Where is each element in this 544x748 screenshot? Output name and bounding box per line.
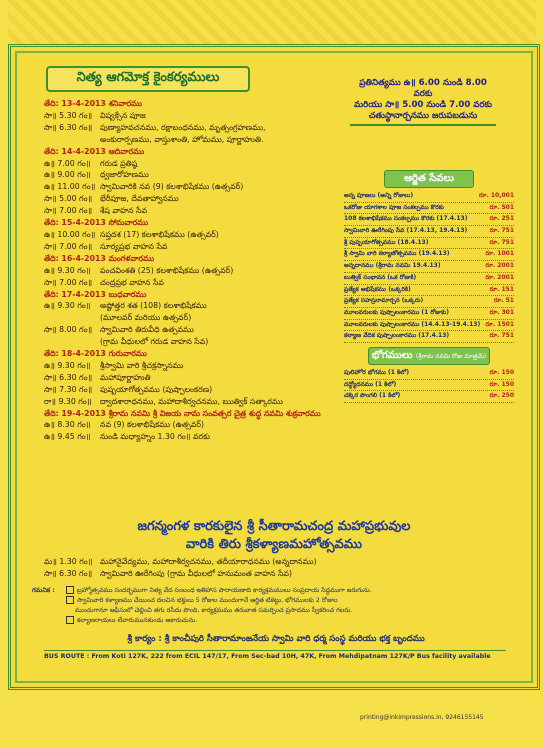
notice-line-3: చతుస్థానార్చనము జరుపబడును	[368, 111, 478, 121]
price-row	[344, 226, 514, 238]
bhogam-header	[368, 347, 490, 365]
price-value: రూ. 1501	[485, 320, 514, 328]
checkbox-icon	[66, 596, 74, 604]
schedule-text-cont: (మూలవర్ మరియు ఉత్సవర్)	[100, 313, 192, 323]
schedule-day: తేది: 16-4-2013 మంగళవారము	[44, 253, 155, 263]
checkbox-icon	[66, 616, 74, 624]
schedule-day: తేది: 14-4-2013 ఆదివారము	[44, 146, 145, 156]
print-credit: printing@inkimpressions.in, 9246155145	[360, 714, 484, 721]
schedule-text: స్వామివారి తిరువీధి ఉత్సవము	[100, 325, 194, 335]
bhogam-list	[344, 368, 514, 403]
price-value: రూ. 51	[493, 297, 514, 305]
price-row	[344, 296, 514, 308]
schedule-text: అష్టోత్తర శత (108) కలశాభిషేకము	[100, 301, 207, 311]
notice-line-2: మరియు సా॥ 5.00 నుండి 7.00 వరకు	[354, 100, 492, 110]
organizer	[86, 634, 466, 646]
schedule-text: స్వామివారి ఊరేగింపు (గ్రామ వీధులలో హనుమంత వాహన సేవ)	[100, 569, 293, 578]
schedule-text: నుండి మధ్యాహ్నం 1.30 గం॥ వరకు	[100, 432, 210, 442]
price-row	[344, 249, 514, 261]
schedule-day: తేది: 15-4-2013 సోమవారము	[44, 218, 149, 228]
schedule-time: ఉ॥ 9.30 గం॥	[44, 360, 91, 370]
price-row	[344, 308, 514, 320]
price-value: రూ. 1001	[485, 250, 514, 258]
kalyanam-title	[44, 518, 504, 554]
price-row	[344, 285, 514, 297]
notice-divider	[350, 124, 496, 126]
price-name: ఒకరోజు యాగశాల పూజ సంకల్పము కొరకు	[344, 203, 444, 211]
price-name: స్వామివారి ఊరేగింపు సేవ (17.4.13, 19.4.13)	[344, 227, 468, 235]
price-row	[344, 203, 514, 215]
schedule-row	[44, 384, 344, 396]
schedule-row	[44, 181, 344, 193]
price-name: అన్నదానము (శ్రీరామ నవమి 19.4.13)	[344, 262, 441, 270]
schedule-row	[44, 396, 344, 408]
schedule-time: రా॥ 9.30 గం॥	[44, 396, 92, 406]
price-value: రూ. 251	[489, 215, 514, 223]
bus-route: BUS ROUTE : From Koti 127K, 222 from ECIL 147/17, From Sec-bad 10H, 47K, From Mehdipatnam 127K/P Bus facility available	[44, 650, 506, 660]
price-name: 108 కలశాభిషేకము సంకల్పము కొరకు (17.4.13)	[344, 215, 468, 223]
schedule-text: పంచవింశతి (25) కలశాభిషేకము (ఉత్సవర్)	[100, 265, 234, 275]
schedule-row	[44, 419, 344, 431]
schedule-text: పుష్పయాగోత్సవము (పుష్పాలంకరణ)	[100, 384, 213, 394]
daily-notice	[350, 78, 496, 126]
schedule-row	[44, 205, 344, 217]
schedule-row	[44, 158, 344, 170]
price-name: శ్రీ స్వామి వారి కల్యాణోత్సవము (19.4.13)	[344, 250, 450, 258]
arjita-header: ఆర్జిత సేవలు	[384, 170, 474, 188]
schedule-row	[44, 229, 344, 241]
schedule-text: నవ (9) కలశాభిషేకము (ఉత్సవర్)	[100, 420, 205, 430]
schedule-row	[44, 372, 344, 384]
schedule-text: శేష వాహన సేవ	[100, 206, 148, 216]
price-value: రూ. 150	[489, 368, 514, 376]
schedule-row	[44, 431, 344, 443]
schedule-text: మహానైవేద్యము, మహాదాశీర్వచనము, తదీయారాధనము (అన్నదానము)	[100, 557, 317, 566]
kalyanam-title-line-2: వారికి తిరు శ్రీకళ్యాణమహోత్సవము	[185, 537, 363, 552]
schedule-text: ద్వాదశారాధనము, మహాదాశీర్వచనము, ఋత్విక్ సత్కారము	[100, 396, 283, 406]
schedule-row	[44, 110, 344, 122]
schedule-row	[44, 568, 504, 580]
price-row	[344, 238, 514, 250]
price-name: మూలవరులకు పుష్పాలంకారము (14.4.13-19.4.13)	[344, 320, 481, 328]
notice-line-1: ప్రతినిత్యము ఉ॥ 6.00 నుండి 8.00 వరకు	[359, 78, 487, 99]
schedule-time: సా॥ 7.00 గం॥	[44, 277, 93, 287]
schedule-time: సా॥ 7.00 గం॥	[44, 241, 93, 251]
schedule-text: శ్రీస్వామి వారి శ్రీచక్రస్నానము	[100, 360, 184, 370]
checkbox-icon	[66, 586, 74, 594]
schedule-time: సా॥ 6.30 గం॥	[44, 372, 93, 382]
schedule-time: ఉ॥ 7.00 గం॥	[44, 158, 91, 168]
price-name: బుత్విక్ సంభావన (ఒక రోజుకి)	[344, 273, 417, 281]
price-row	[344, 368, 514, 380]
schedule-time: మ॥ 1.30 గం॥	[44, 557, 93, 566]
note-3: ముందుగానూ ఆఫీసులో చెల్లించి తగు రసీదు పొంది, కార్యక్రమము తరువాత సమర్పించ ప్రసాదము స్వీకరించ గలరు.	[75, 607, 353, 614]
bhogam-subtitle: (శ్రీరామ నవమి రోజు మాత్రమే)	[415, 352, 487, 360]
price-row	[344, 261, 514, 273]
schedule-row	[44, 300, 344, 312]
schedule-time: సా॥ 5.00 గం॥	[44, 194, 93, 204]
top-band	[8, 0, 536, 44]
price-name: ప్రత్యేక సహస్రనామార్చన (ఒక్కరు)	[344, 297, 424, 305]
schedule-time: ఉ॥ 11.00 గం॥	[44, 182, 96, 192]
price-row	[344, 273, 514, 285]
kalyanam-schedule	[44, 556, 504, 580]
organizer-name: శ్రీ కాంచీపురి సీతారామాంజనేయ స్వామి వారి ధర్మ సంస్థ మరియు భక్త బృందము	[164, 634, 425, 644]
price-value: రూ. 501	[489, 203, 514, 211]
schedule-text-cont: (గ్రామ వీధులలో గరుడ వాహన సేవ)	[100, 337, 209, 347]
price-value: రూ. 751	[489, 238, 514, 246]
schedule-row	[44, 324, 344, 336]
schedule-text: గరుడ ప్రతిష్ఠ	[100, 158, 138, 168]
schedule-time: సా॥ 5.30 గం॥	[44, 110, 93, 120]
price-value: రూ. 751	[489, 332, 514, 340]
price-value: రూ. 250	[489, 392, 514, 400]
services-panel	[344, 170, 514, 403]
schedule-time: ఉ॥ 9.45 గం॥	[44, 432, 91, 442]
note-4: కల్యాణరాయలు లేవారుమునకుండు ఆకారుచును.	[77, 617, 198, 624]
price-value: రూ. 151	[489, 285, 514, 293]
price-value: రూ. 10,001	[478, 192, 514, 199]
schedule-row	[44, 122, 344, 134]
price-name: చక్కెర పొంగలి (1 కిలో)	[344, 392, 401, 400]
schedule-time: సా॥ 8.00 గం॥	[44, 325, 93, 335]
schedule-time: ఉ॥ 9.30 గం॥	[44, 301, 91, 311]
price-name: ప్రత్యేక ఆభిషేకము (ఒక్కరికి)	[344, 285, 411, 293]
schedule-row	[44, 360, 344, 372]
price-name: శ్రీ పుష్పయాగోత్సవము (18.4.13)	[344, 238, 429, 246]
price-name: కల్యాణ వేదిక పుష్పాలంకారము (17.4.13)	[344, 332, 450, 340]
note-2: స్వామివారి కళ్యాణము చేయించ దలచిన భక్తులు 5 రోజుల ముందుగానే ఆర్జిత టికెట్టు, భోగములకు 2 రోజుల	[77, 597, 338, 604]
price-row	[344, 320, 514, 332]
schedule-text: విష్వక్సేన పూజ	[100, 110, 146, 120]
schedule-time: ఉ॥ 9.30 గం॥	[44, 265, 91, 275]
schedule-time: సా॥ 7.00 గం॥	[44, 206, 93, 216]
organizer-prefix: శ్రీ కార్యం :	[127, 634, 162, 644]
schedule-time: సా॥ 7.30 గం॥	[44, 384, 93, 394]
schedule-text: భేరీపూజ, దేవతాహ్వానము	[100, 194, 179, 204]
price-value: రూ. 301	[489, 308, 514, 316]
schedule-text: ధ్వజారోహణము	[100, 170, 149, 180]
schedule-day: తేది: 18-4-2013 గురువారము	[44, 349, 147, 359]
schedule-text-cont: అంకురార్పణము, వాస్తుశాంతి, హోమము, పూర్ణాహుతి.	[100, 134, 264, 144]
schedule-text: మహాపూర్ణాహుతి	[100, 372, 151, 382]
arjita-list	[344, 191, 514, 343]
price-row	[344, 214, 514, 226]
price-row	[344, 191, 514, 203]
price-name: దద్ధ్యోదనము (1 కిలో)	[344, 380, 397, 388]
schedule-time: ఉ॥ 10.00 గం॥	[44, 229, 96, 239]
price-value: రూ. 150	[489, 380, 514, 388]
price-value: రూ. 751	[489, 227, 514, 235]
price-row	[344, 331, 514, 343]
special-day: తేది: 19-4-2013 శ్రీరామ నవమి శ్రీ విజయ నామ సంవత్సర చైత్ర శుద్ధ నవమి శుక్రవారము	[44, 408, 321, 418]
schedule-row	[44, 556, 504, 568]
schedule-text: చంద్రప్రభ వాహన సేవ	[100, 277, 164, 287]
note-1: బ్రహ్మోత్సవము సందర్భముగా నిత్య వేద సంబంధ ఇతిహాస పారాయణాది కార్యక్రమములు సంప్రదాయ సిద్ధముగా జరుగును.	[77, 587, 372, 594]
schedule-day: తేది: 13-4-2013 శనివారము	[44, 99, 143, 108]
schedule-text: పుణ్యాహవచనము, రక్షాబంధనము, మృత్సంగ్రహణము,	[100, 122, 266, 132]
schedule-time: ఉ॥ 9.00 గం॥	[44, 170, 91, 180]
bhogam-title: భోగములు	[371, 349, 413, 361]
schedule-row	[44, 241, 344, 253]
schedule-row	[44, 169, 344, 181]
schedule-text: సప్తదశ (17) కలశాభిషేకము (ఉత్సవర్)	[100, 229, 219, 239]
price-value: రూ. 2001	[485, 273, 514, 281]
schedule-time: సా॥ 6.30 గం॥	[44, 569, 93, 578]
price-row	[344, 391, 514, 403]
price-name: అన్న పూజలు (అన్ని రోజులు)	[344, 192, 414, 199]
schedule-text: స్వామివారికి నవ (9) కలశాభిషేకము (ఉత్సవర్)	[100, 182, 244, 192]
schedule-row	[44, 277, 344, 289]
schedule-row	[44, 265, 344, 277]
schedule-row	[44, 193, 344, 205]
notes-section	[32, 586, 512, 626]
page-title: నిత్య ఆగమోక్త కైంకర్యములు	[46, 66, 250, 92]
schedule-time: సా॥ 6.30 గం॥	[44, 122, 93, 132]
schedule-time: ఉ॥ 8.30 గం॥	[44, 420, 91, 430]
price-row	[344, 380, 514, 392]
price-value: రూ. 2001	[485, 262, 514, 270]
notes-label: గమనిక :	[32, 587, 55, 594]
price-name: పులిహోర భోగము (1 కిలో)	[344, 368, 410, 376]
schedule-list	[44, 98, 344, 443]
schedule-day: తేది: 17-4-2013 బుధవారము	[44, 289, 147, 299]
price-name: మూలవరులకు పుష్పాలంకారము (1 రోజుకు)	[344, 308, 449, 316]
kalyanam-title-line-1: జగన్మంగళ కారకులైన శ్రీ సీతారామచంద్ర మహాప్రభువుల	[137, 519, 411, 534]
schedule-text: సూర్యప్రభ వాహన సేవ	[100, 241, 168, 251]
